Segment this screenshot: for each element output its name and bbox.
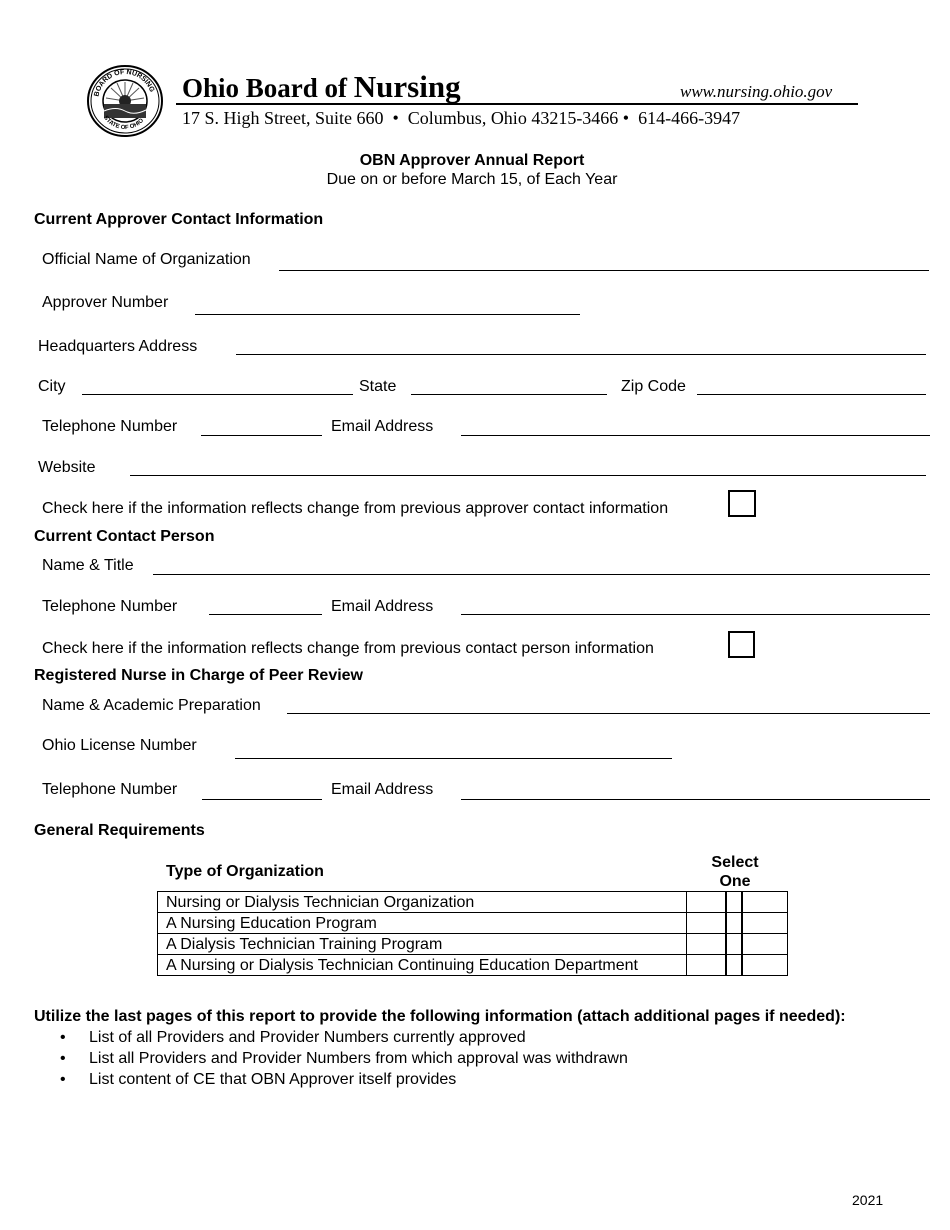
person-telephone-label: Telephone Number (42, 598, 178, 615)
org-type-select-cell[interactable] (687, 934, 788, 955)
list-item: • List content of CE that OBN Approver itself provides (60, 1069, 628, 1090)
header-rule (176, 103, 858, 105)
org-name-part2: Nursing (353, 69, 461, 104)
person-telephone-field[interactable] (209, 614, 322, 615)
organization-type-table (157, 891, 788, 976)
list-item: • List of all Providers and Provider Numbers currently approved (60, 1027, 628, 1048)
approver-number-field[interactable] (195, 314, 580, 315)
email-field[interactable] (461, 435, 930, 436)
table-row (158, 955, 788, 976)
org-type-select-cell[interactable] (687, 892, 788, 913)
org-name-part1: Ohio Board of (182, 73, 354, 103)
telephone-label: Telephone Number (42, 418, 178, 435)
contact-change-label: Check here if the information reflects change from previous approver contact information (42, 500, 669, 517)
person-email-label: Email Address (331, 598, 434, 615)
rn-telephone-label: Telephone Number (42, 781, 178, 798)
section-heading-general: General Requirements (34, 822, 205, 839)
city-label: City (38, 378, 66, 395)
page-title: OBN Approver Annual Report (359, 152, 585, 169)
section-heading-contact: Current Approver Contact Information (34, 211, 324, 228)
contact-change-checkbox[interactable] (728, 490, 756, 517)
hq-address-label: Headquarters Address (38, 338, 198, 355)
website-label: Website (38, 459, 96, 476)
state-field[interactable] (411, 394, 607, 395)
approver-number-label: Approver Number (42, 294, 169, 311)
section-heading-rn: Registered Nurse in Charge of Peer Review (34, 667, 363, 684)
name-title-label: Name & Title (42, 557, 134, 574)
email-label: Email Address (331, 418, 434, 435)
state-seal (86, 64, 164, 138)
name-title-field[interactable] (153, 574, 930, 575)
license-field[interactable] (235, 758, 672, 759)
list-item: • List all Providers and Provider Numbers from which approval was withdrawn (60, 1048, 628, 1069)
section-heading-person: Current Contact Person (34, 528, 215, 545)
rn-name-field[interactable] (287, 713, 930, 714)
page-subtitle: Due on or before March 15, of Each Year (326, 171, 618, 188)
website-field[interactable] (130, 475, 926, 476)
telephone-field[interactable] (201, 435, 322, 436)
state-label: State (359, 378, 397, 395)
org-type-cell: A Nursing or Dialysis Technician Continuing Education Department (158, 955, 687, 976)
required-info-list (60, 1027, 628, 1090)
hq-address-field[interactable] (236, 354, 926, 355)
org-type-checkbox[interactable] (725, 892, 743, 912)
person-change-label: Check here if the information reflects change from previous contact person information (42, 640, 654, 657)
org-type-select-cell[interactable] (687, 913, 788, 934)
org-name (182, 70, 461, 105)
select-header-line1: Select (711, 854, 759, 871)
official-name-field[interactable] (279, 270, 929, 271)
person-email-field[interactable] (461, 614, 930, 615)
select-one-header (695, 853, 775, 891)
rn-email-label: Email Address (331, 781, 434, 798)
org-type-checkbox[interactable] (725, 934, 743, 954)
person-change-checkbox[interactable] (728, 631, 755, 658)
org-type-cell: Nursing or Dialysis Technician Organization (158, 892, 687, 913)
website-link[interactable]: www.nursing.ohio.gov (680, 82, 833, 101)
org-type-select-cell[interactable] (687, 955, 788, 976)
org-type-checkbox[interactable] (725, 955, 743, 975)
seal-icon (86, 64, 164, 138)
city-field[interactable] (82, 394, 353, 395)
license-label: Ohio License Number (42, 737, 197, 754)
rn-telephone-field[interactable] (202, 799, 322, 800)
org-type-checkbox[interactable] (725, 913, 743, 933)
seal-text-top: BOARD OF NURSING (93, 68, 156, 98)
footer-year: 2021 (852, 1192, 884, 1208)
table-row (158, 913, 788, 934)
official-name-label: Official Name of Organization (42, 251, 251, 268)
select-header-line2: One (719, 873, 751, 890)
zip-label: Zip Code (621, 378, 686, 395)
utilize-heading: Utilize the last pages of this report to provide the following information (attach additional pages if needed): (34, 1008, 846, 1025)
org-type-cell: A Nursing Education Program (158, 913, 687, 934)
zip-field[interactable] (697, 394, 926, 395)
table-row (158, 934, 788, 955)
type-of-organization-header: Type of Organization (166, 863, 324, 880)
org-type-cell: A Dialysis Technician Training Program (158, 934, 687, 955)
seal-text-bottom: STATE OF OHIO (102, 115, 146, 132)
rn-name-label: Name & Academic Preparation (42, 697, 261, 714)
header-address: 17 S. High Street, Suite 660 • Columbus, Ohio 43215-3466 • 614-466-3947 (182, 108, 741, 128)
table-row (158, 892, 788, 913)
rn-email-field[interactable] (461, 799, 930, 800)
